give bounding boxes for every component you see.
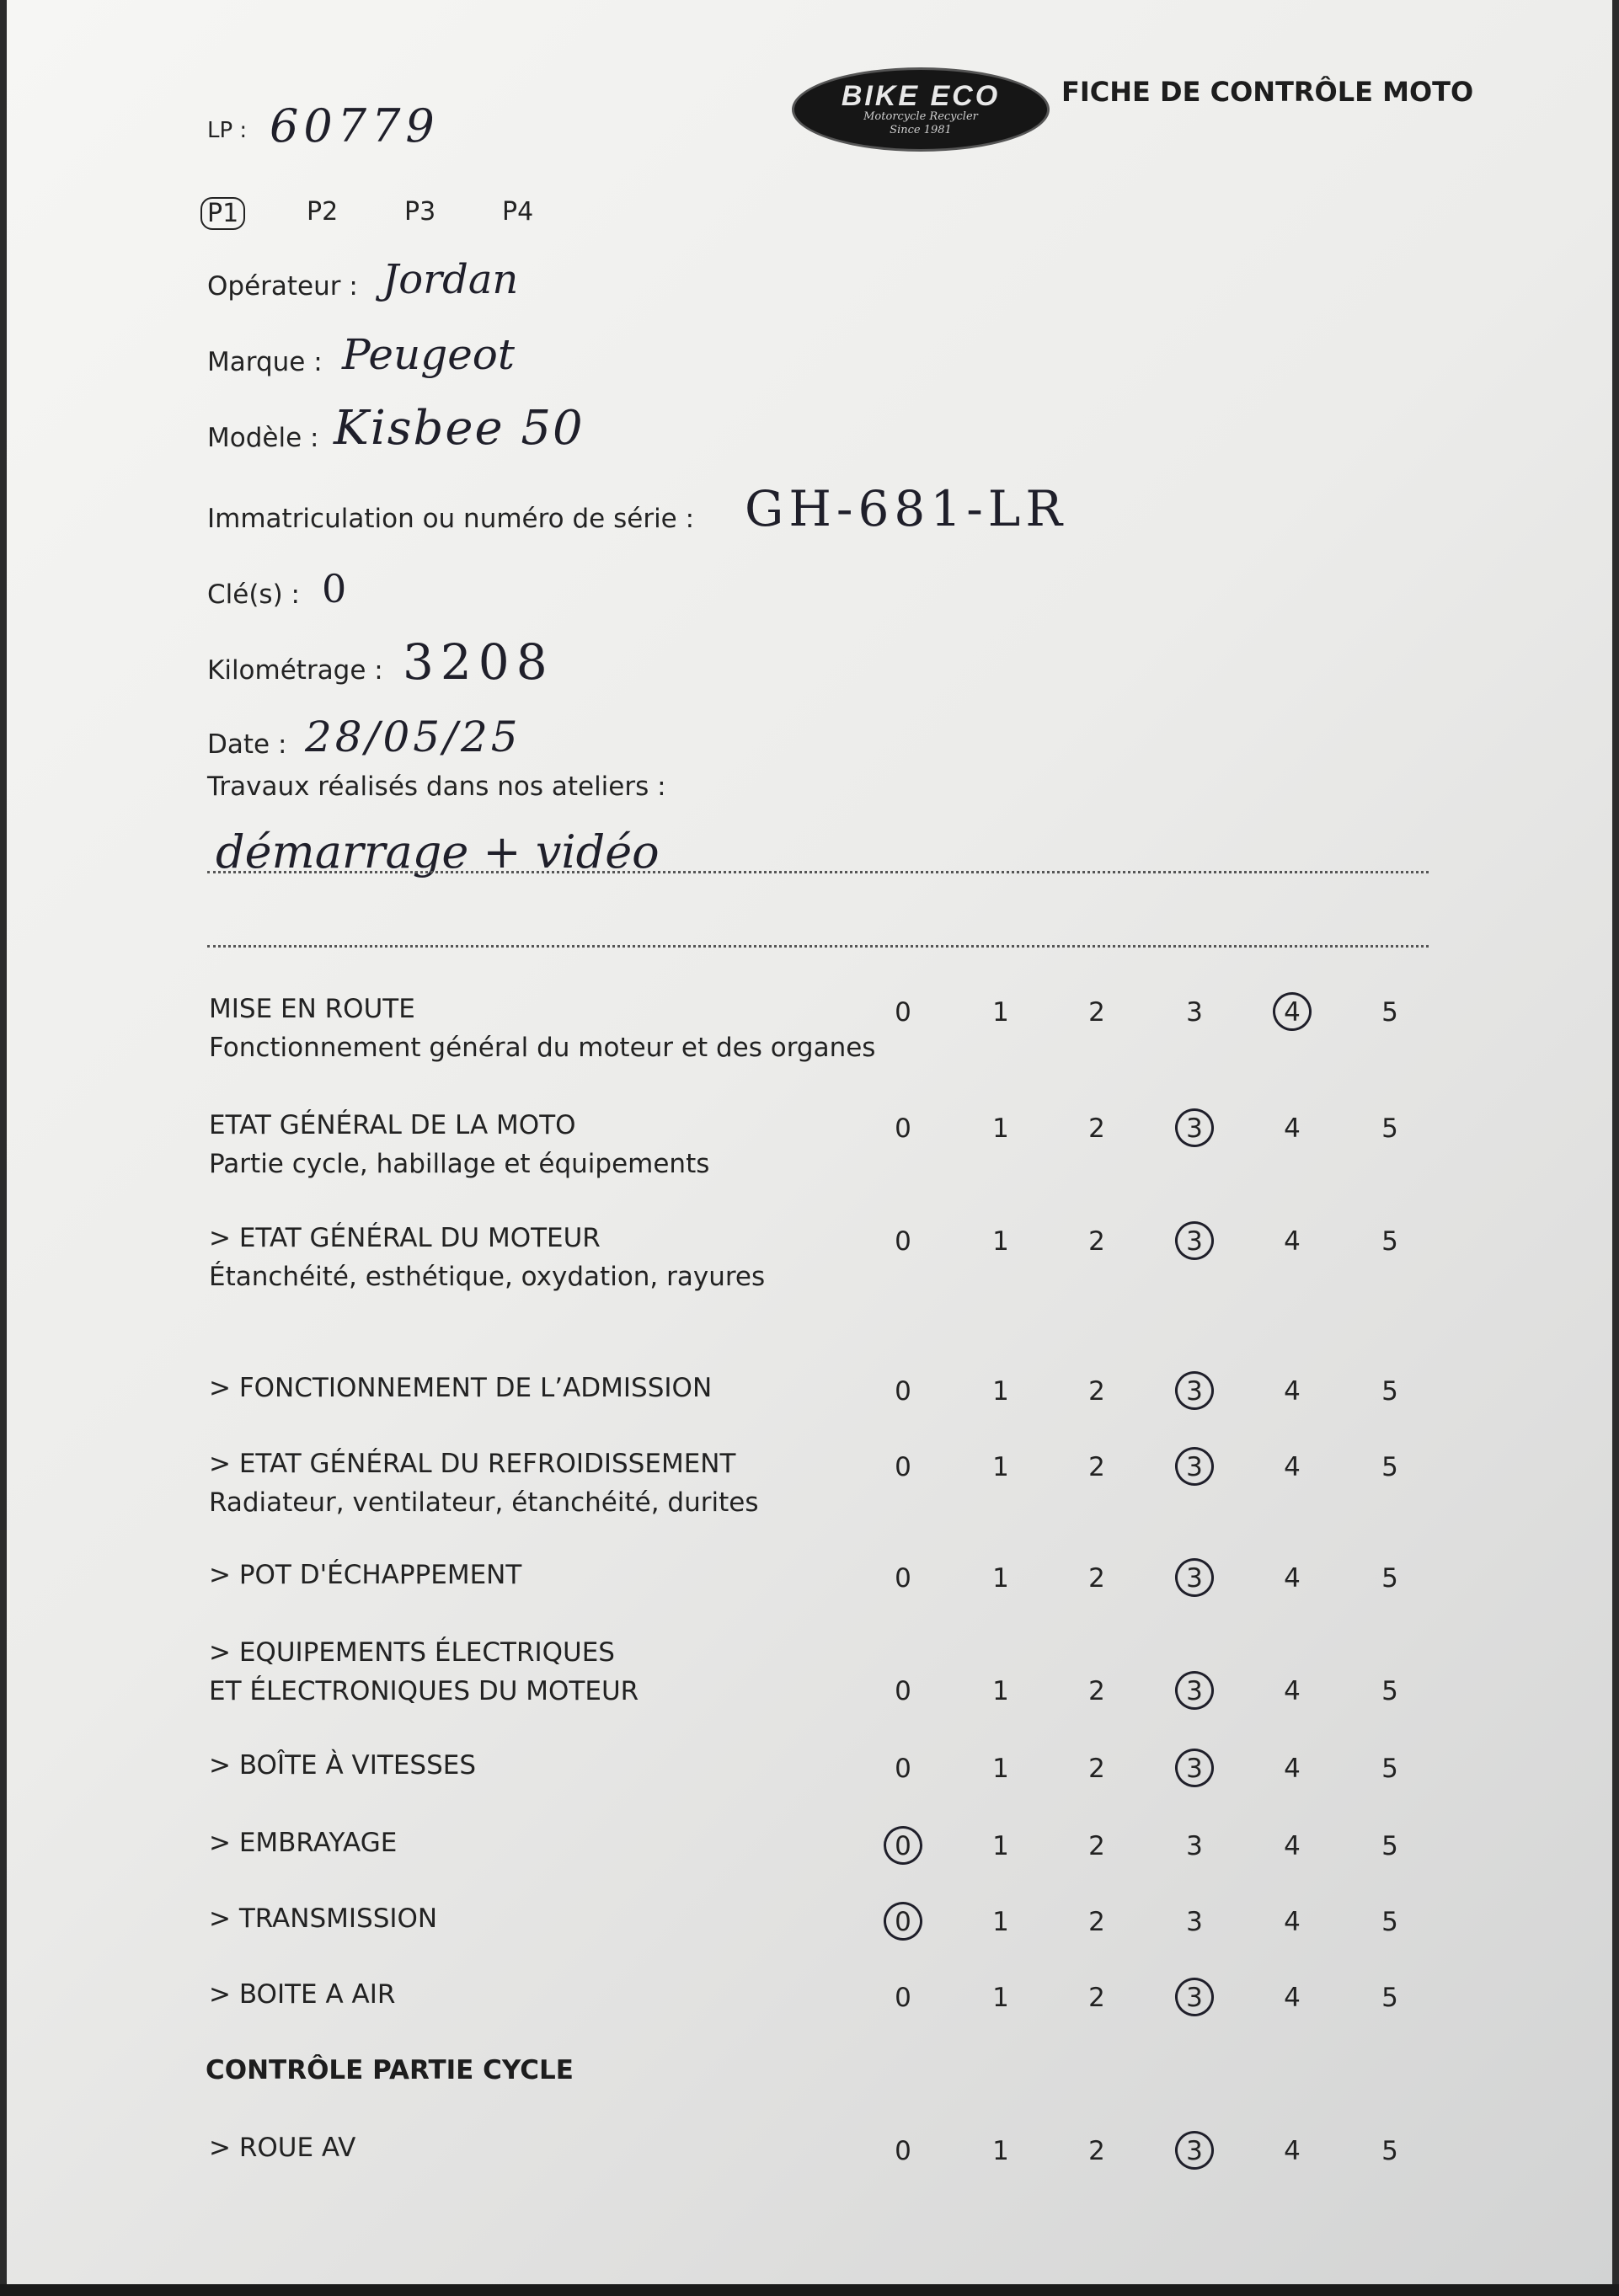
score-option[interactable]: 5 [1381, 997, 1398, 1028]
score-option[interactable]: 2 [1088, 1452, 1105, 1482]
row-title: > FONCTIONNEMENT DE L’ADMISSION [209, 1373, 713, 1403]
score-selected[interactable]: 3 [1178, 1676, 1211, 1706]
operateur-label: Opérateur : [207, 271, 358, 302]
marque-value: Peugeot [342, 330, 515, 379]
dotted-line [207, 945, 1429, 948]
marque-label: Marque : [207, 347, 323, 377]
score-option[interactable]: 5 [1381, 1983, 1398, 2013]
score-option[interactable]: 2 [1088, 1907, 1105, 1937]
lp-label: LP : [207, 118, 248, 143]
row-subtitle: Étanchéité, esthétique, oxydation, rayures [209, 1262, 766, 1292]
modele-value: Kisbee 50 [334, 401, 585, 456]
score-option[interactable]: 5 [1381, 1754, 1398, 1784]
cles-label: Clé(s) : [207, 579, 300, 610]
score-option[interactable]: 1 [992, 2136, 1009, 2166]
score-option[interactable]: 0 [895, 1754, 911, 1784]
score-option[interactable]: 0 [895, 1226, 911, 1257]
bike-eco-logo [792, 67, 1050, 152]
modele-label: Modèle : [207, 423, 319, 453]
score-selected[interactable]: 3 [1178, 2136, 1211, 2166]
score-option[interactable]: 4 [1284, 1907, 1301, 1937]
score-option[interactable]: 5 [1381, 1452, 1398, 1482]
score-option[interactable]: 5 [1381, 2136, 1398, 2166]
score-selected[interactable]: 3 [1178, 1226, 1211, 1257]
score-option[interactable]: 0 [895, 1452, 911, 1482]
score-option[interactable]: 1 [992, 1376, 1009, 1407]
logo-tagline: Motorcycle Recycler [863, 110, 978, 124]
score-option[interactable]: 4 [1284, 1376, 1301, 1407]
row-title: MISE EN ROUTE [209, 994, 415, 1024]
score-option[interactable]: 5 [1381, 1113, 1398, 1144]
travaux-label: Travaux réalisés dans nos ateliers : [207, 772, 666, 802]
score-option[interactable]: 3 [1186, 1831, 1203, 1861]
score-selected[interactable]: 3 [1178, 1563, 1211, 1594]
score-option[interactable]: 4 [1284, 1754, 1301, 1784]
immatriculation-value: GH-681-LR [745, 480, 1067, 537]
row-title: > EMBRAYAGE [209, 1828, 398, 1858]
logo-text: BIKE ECO [841, 80, 1001, 113]
score-selected[interactable]: 4 [1275, 997, 1309, 1028]
score-option[interactable]: 1 [992, 1226, 1009, 1257]
row-title: > ETAT GÉNÉRAL DU REFROIDISSEMENT [209, 1449, 736, 1479]
score-option[interactable]: 0 [895, 1376, 911, 1407]
score-option[interactable]: 4 [1284, 1226, 1301, 1257]
row-title: > ETAT GÉNÉRAL DU MOTEUR [209, 1223, 601, 1253]
score-option[interactable]: 0 [895, 2136, 911, 2166]
score-option[interactable]: 2 [1088, 1226, 1105, 1257]
score-option[interactable]: 0 [895, 1563, 911, 1594]
row-title: > POT D'ÉCHAPPEMENT [209, 1560, 522, 1590]
inspection-sheet [7, 0, 1612, 2289]
score-option[interactable]: 1 [992, 1113, 1009, 1144]
row-subtitle: ET ÉLECTRONIQUES DU MOTEUR [209, 1676, 639, 1706]
score-selected[interactable]: 3 [1178, 1452, 1211, 1482]
score-option[interactable]: 2 [1088, 2136, 1105, 2166]
score-option[interactable]: 2 [1088, 1831, 1105, 1861]
score-option[interactable]: 2 [1088, 997, 1105, 1028]
score-option[interactable]: 0 [895, 1113, 911, 1144]
row-subtitle: Partie cycle, habillage et équipements [209, 1149, 710, 1179]
row-title: > BOITE A AIR [209, 1979, 396, 2010]
score-option[interactable]: 2 [1088, 1113, 1105, 1144]
score-option[interactable]: 1 [992, 1754, 1009, 1784]
score-option[interactable]: 4 [1284, 1676, 1301, 1706]
score-option[interactable]: 1 [992, 997, 1009, 1028]
row-title: > TRANSMISSION [209, 1904, 438, 1934]
lp-value: 60779 [270, 99, 440, 152]
score-option[interactable]: 4 [1284, 1563, 1301, 1594]
page-option-p3[interactable]: P3 [404, 197, 436, 227]
score-option[interactable]: 2 [1088, 1563, 1105, 1594]
score-selected[interactable]: 0 [886, 1907, 920, 1937]
row-subtitle: Fonctionnement général du moteur et des organes [209, 1033, 876, 1063]
score-option[interactable]: 2 [1088, 1983, 1105, 2013]
score-option[interactable]: 1 [992, 1676, 1009, 1706]
score-option[interactable]: 4 [1284, 1113, 1301, 1144]
kilometrage-value: 3208 [403, 633, 554, 691]
dotted-line [207, 871, 1429, 873]
score-option[interactable]: 5 [1381, 1563, 1398, 1594]
score-option[interactable]: 5 [1381, 1226, 1398, 1257]
score-option[interactable]: 1 [992, 1907, 1009, 1937]
row-title: > BOÎTE À VITESSES [209, 1750, 477, 1781]
kilometrage-label: Kilométrage : [207, 655, 383, 686]
score-option[interactable]: 4 [1284, 1983, 1301, 2013]
score-option[interactable]: 1 [992, 1983, 1009, 2013]
row-title: > ROUE AV [209, 2133, 356, 2163]
page-option-p1[interactable]: P1 [200, 197, 245, 230]
score-selected[interactable]: 0 [886, 1831, 920, 1861]
score-option[interactable]: 5 [1381, 1907, 1398, 1937]
cles-value: 0 [322, 566, 347, 611]
score-option[interactable]: 0 [895, 997, 911, 1028]
score-option[interactable]: 2 [1088, 1676, 1105, 1706]
score-option[interactable]: 5 [1381, 1376, 1398, 1407]
score-option[interactable]: 2 [1088, 1376, 1105, 1407]
page-option-p2[interactable]: P2 [307, 197, 339, 227]
score-option[interactable]: 5 [1381, 1676, 1398, 1706]
score-option[interactable]: 4 [1284, 1831, 1301, 1861]
score-option[interactable]: 4 [1284, 1452, 1301, 1482]
page-option-p4[interactable]: P4 [502, 197, 534, 227]
document-title: FICHE DE CONTRÔLE MOTO [1061, 76, 1474, 108]
score-selected[interactable]: 3 [1178, 1376, 1211, 1407]
score-option[interactable]: 1 [992, 1563, 1009, 1594]
date-value: 28/05/25 [305, 713, 521, 761]
row-title: ETAT GÉNÉRAL DE LA MOTO [209, 1110, 576, 1140]
section-title: CONTRÔLE PARTIE CYCLE [206, 2055, 574, 2085]
immatriculation-label: Immatriculation ou numéro de série : [207, 504, 695, 534]
score-option[interactable]: 2 [1088, 1754, 1105, 1784]
background-edge [0, 2284, 1619, 2296]
date-label: Date : [207, 729, 287, 760]
score-selected[interactable]: 3 [1178, 1754, 1211, 1784]
score-option[interactable]: 0 [895, 1983, 911, 2013]
score-option[interactable]: 0 [895, 1676, 911, 1706]
score-option[interactable]: 3 [1186, 1907, 1203, 1937]
row-subtitle: Radiateur, ventilateur, étanchéité, durites [209, 1487, 759, 1518]
score-option[interactable]: 3 [1186, 997, 1203, 1028]
operateur-value: Jordan [382, 256, 519, 303]
score-option[interactable]: 4 [1284, 2136, 1301, 2166]
score-option[interactable]: 5 [1381, 1831, 1398, 1861]
score-selected[interactable]: 3 [1178, 1113, 1211, 1144]
score-option[interactable]: 1 [992, 1831, 1009, 1861]
travaux-value: démarrage + vidéo [216, 825, 660, 878]
score-selected[interactable]: 3 [1178, 1983, 1211, 2013]
score-option[interactable]: 1 [992, 1452, 1009, 1482]
row-title: > EQUIPEMENTS ÉLECTRIQUES [209, 1637, 615, 1668]
logo-since: Since 1981 [890, 124, 952, 136]
